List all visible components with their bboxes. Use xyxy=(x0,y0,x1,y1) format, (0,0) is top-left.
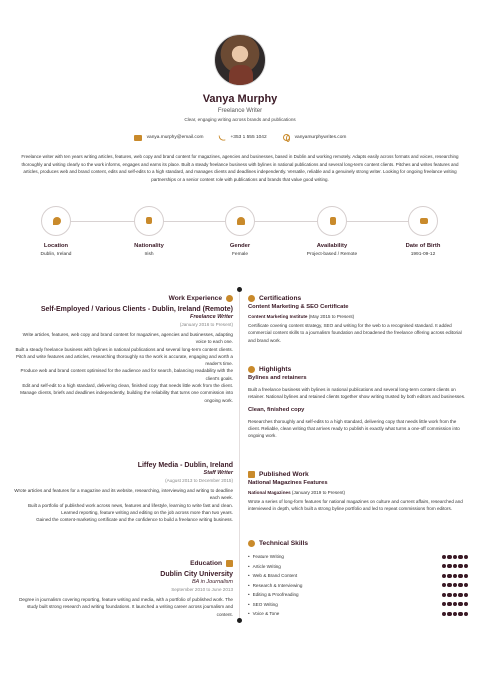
publication-issuer: National Magazines xyxy=(248,490,291,495)
location-icon xyxy=(53,217,61,225)
rating-dot xyxy=(442,612,446,616)
skill-row xyxy=(248,600,468,610)
contact-phone[interactable] xyxy=(219,135,266,141)
skill-row xyxy=(248,581,468,591)
flag-icon xyxy=(146,217,152,224)
highlights-section xyxy=(248,366,468,439)
rating-dot xyxy=(442,602,446,606)
section-title xyxy=(248,540,468,547)
job-bullet: Write articles, features, web copy and brand content for magazines, agencies and businesses, adapting voice to each one. xyxy=(22,332,233,345)
skill-name: • Article Writing xyxy=(248,564,281,569)
highlight-body: Built a freelance business with bylines in national publications and several long-term content clients on retainer. National bylines and retained clients together show writing trusted by both editors and businesses. xyxy=(248,387,466,400)
education-section xyxy=(14,560,233,618)
website-text: vanyamurphywrites.com xyxy=(294,135,347,140)
rating-dot xyxy=(464,574,468,578)
book-icon xyxy=(248,471,255,478)
info-availability xyxy=(298,206,366,257)
cake-icon xyxy=(420,218,428,224)
rating-dot xyxy=(464,612,468,616)
certification-date: (May 2015 to Present) xyxy=(308,314,355,319)
timeline-line xyxy=(239,290,240,620)
section-title xyxy=(248,471,468,478)
email-text: vanya.murphy@email.com xyxy=(146,135,204,140)
rating-dot xyxy=(464,593,468,597)
job-bullet: Produce web and brand content optimised for the audience and for search, balancing readability with the client's goals. xyxy=(20,368,233,381)
rating-dot xyxy=(447,602,451,606)
rating-dot xyxy=(453,593,457,597)
school-name: Dublin City University xyxy=(160,571,233,578)
rating-dot xyxy=(458,593,462,597)
rating-dot xyxy=(453,602,457,606)
publication-name: National Magazines Features xyxy=(248,480,328,486)
rating-dot xyxy=(453,555,457,559)
rating-dot xyxy=(447,555,451,559)
skill-name: • Editing & Proofreading xyxy=(248,592,299,597)
rating-dot xyxy=(464,602,468,606)
job-bullet: Gained the content-marketing certificate and the confidence to build a freelance writing business. xyxy=(36,517,233,523)
timeline-dot-top xyxy=(237,287,242,292)
job-bullet: Learned reporting, feature writing and editing on the job across more than two years. xyxy=(61,509,233,515)
graduation-cap-icon xyxy=(226,560,233,567)
job-role: Staff Writer xyxy=(203,470,233,476)
rating-dot xyxy=(442,574,446,578)
info-value: Female xyxy=(232,252,248,257)
section-title-text: Education xyxy=(190,560,222,567)
info-label: Nationality xyxy=(134,243,164,249)
phone-icon xyxy=(219,134,226,141)
highlight-body: Researches thoroughly and self-edits to a high standard, delivering copy that needs little work from the client. Reliable, clean writing that arrives ready to publish is exactly what turns a one-off commission into ongoing work. xyxy=(248,418,460,439)
job-date: (January 2016 to Present) xyxy=(179,322,233,327)
job-title: Liffey Media - Dublin, Ireland xyxy=(137,462,233,469)
section-title-text: Highlights xyxy=(259,366,292,373)
rating-dot xyxy=(464,583,468,587)
skill-name: • Research & Interviewing xyxy=(248,583,302,588)
skill-row xyxy=(248,562,468,572)
skill-rating xyxy=(442,564,468,568)
rating-dot xyxy=(458,583,462,587)
info-bar xyxy=(20,206,460,266)
job-date: (August 2013 to December 2015) xyxy=(165,478,233,483)
gender-icon xyxy=(237,217,245,225)
rating-dot xyxy=(458,574,462,578)
rating-dot xyxy=(453,574,457,578)
info-nationality xyxy=(115,206,183,257)
candidate-name: Vanya Murphy xyxy=(202,93,278,105)
contact-website[interactable] xyxy=(283,134,347,141)
info-value: Dublin, Ireland xyxy=(40,252,72,257)
job-title: Self-Employed / Various Clients - Dublin, Ireland (Remote) xyxy=(40,306,233,313)
skill-row xyxy=(248,609,468,619)
skill-row xyxy=(248,552,468,562)
job-role: Freelance Writer xyxy=(189,314,233,320)
lightbulb-icon xyxy=(248,540,255,547)
skill-name: • Feature Writing xyxy=(248,554,284,559)
skill-rating xyxy=(442,612,468,616)
section-title-text: Work Experience xyxy=(168,295,222,302)
skill-rating xyxy=(442,583,468,587)
skill-rating xyxy=(442,593,468,597)
rating-dot xyxy=(447,574,451,578)
technical-skills-section xyxy=(248,540,468,619)
job-bullet: Built a portfolio of published work across news, features and lifestyle, learning to write fast and clean. xyxy=(27,502,233,508)
mail-icon xyxy=(134,135,142,141)
info-dob xyxy=(389,206,457,257)
profile-photo xyxy=(214,34,266,86)
rating-dot xyxy=(447,593,451,597)
published-work-section xyxy=(248,471,468,513)
rating-dot xyxy=(447,612,451,616)
rating-dot xyxy=(442,555,446,559)
certificate-icon xyxy=(248,295,255,302)
star-icon xyxy=(248,366,255,373)
skill-name: • Web & Brand Content xyxy=(248,573,297,578)
certifications-section xyxy=(248,295,468,344)
education-body: Degree in journalism covering reporting, feature writing and media, with a portfolio of published work. The study built strong research and writing foundations. It launched a writing career across journalism and content. xyxy=(19,597,233,617)
briefcase-icon xyxy=(226,295,233,302)
job-bullet: Pitch and write features and articles, researching thoroughly so the work is accurate, engaging and worth a reader's time. xyxy=(15,353,233,367)
job-bullet: Built a steady freelance business with bylines in national publications and several long-term content clients. xyxy=(15,346,233,352)
rating-dot xyxy=(464,564,468,568)
skills-list xyxy=(248,552,468,619)
job-bullet: Wrote articles and features for a magazine and its website, researching, interviewing and writing to deadline each week. xyxy=(14,488,233,501)
publication-body: Wrote a series of long-form features for national magazines on culture and current affairs, researched and interviewed in depth, which built a strong byline portfolio and led to repeat commissions from editors. xyxy=(248,499,463,512)
skill-rating xyxy=(442,574,468,578)
section-title-text: Published Work xyxy=(259,471,309,478)
rating-dot xyxy=(453,583,457,587)
section-title xyxy=(248,366,468,373)
hourglass-icon xyxy=(330,217,336,225)
skill-rating xyxy=(442,602,468,606)
skill-row xyxy=(248,590,468,600)
rating-dot xyxy=(458,564,462,568)
info-value: Project-based / Remote xyxy=(306,252,358,257)
publication-date: (January 2019 to Present) xyxy=(291,490,346,495)
certification-body: Certificate covering content strategy, SEO and writing for the web to a recognised standard. It added commercial content skills to a journalism foundation and broadened the freelance offering across editorial and brand work. xyxy=(248,323,462,343)
phone-text: +353 1 555 1042 xyxy=(230,135,267,140)
rating-dot xyxy=(447,583,451,587)
section-title xyxy=(14,295,233,302)
highlight-name: Clean, finished copy xyxy=(248,406,305,413)
certification-meta xyxy=(248,314,468,319)
candidate-role: Freelance Writer xyxy=(217,108,263,114)
info-label: Availability xyxy=(316,243,348,249)
profile-summary: Freelance writer with ten years writing articles, features, web copy and brand content for magazines, agencies and businesses, based in Dublin and working remotely. Adapts easily across formats and voices, researching thoroughly and writing clearly so the work informs, engages and earns its place. Built a steady freelance business with bylines in national publications and several long-term content clients. Pitches and writes features and articles, produces web and brand content, edits and self-edits to a high standard, and manages clients and deadlines independently. Versatile, reliable and a genuinely strong writer. Looking for ongoing freelance writing partnerships or a senior content role with publications and brands that value good writing. xyxy=(21,154,459,182)
rating-dot xyxy=(453,564,457,568)
info-label: Date of Birth xyxy=(405,243,441,249)
skill-name: • Voice & Tone xyxy=(248,611,279,616)
rating-dot xyxy=(458,555,462,559)
candidate-tagline: Clear, engaging writing across brands and publications xyxy=(184,117,296,122)
section-title xyxy=(14,560,233,567)
certification-name: Content Marketing & SEO Certificate xyxy=(248,304,349,310)
section-title-text: Certifications xyxy=(259,295,302,302)
rating-dot xyxy=(458,612,462,616)
degree: BA in Journalism xyxy=(191,579,233,585)
rating-dot xyxy=(464,555,468,559)
skill-rating xyxy=(442,555,468,559)
work-experience-section xyxy=(14,295,233,404)
rating-dot xyxy=(453,612,457,616)
section-title-text: Technical Skills xyxy=(259,540,308,547)
rating-dot xyxy=(442,593,446,597)
info-label: Gender xyxy=(229,243,251,249)
rating-dot xyxy=(458,602,462,606)
section-title xyxy=(248,295,468,302)
info-location xyxy=(22,206,90,257)
contact-bar xyxy=(0,134,480,141)
info-label: Location xyxy=(43,243,69,249)
publication-meta xyxy=(248,490,468,495)
job-bullets xyxy=(14,331,233,404)
job-bullet: Edit and self-edit to a high standard, delivering clean, finished copy that needs little work from the client. xyxy=(22,383,233,389)
info-value: 1991-09-12 xyxy=(410,252,436,257)
job-liffey-media xyxy=(14,458,233,523)
rating-dot xyxy=(442,583,446,587)
job-bullet: Manage clients, briefs and deadlines independently, building the reliability that turns one commission into ongoing work. xyxy=(20,390,233,403)
skill-row xyxy=(248,571,468,581)
rating-dot xyxy=(442,564,446,568)
info-value: Irish xyxy=(144,252,154,257)
timeline-dot-bottom xyxy=(237,618,242,623)
job-bullets xyxy=(14,487,233,523)
contact-email[interactable] xyxy=(134,135,204,141)
education-date: September 2010 to June 2013 xyxy=(171,587,233,592)
globe-icon xyxy=(283,134,290,141)
highlight-name: Bylines and retainers xyxy=(248,375,307,381)
info-gender xyxy=(206,206,274,257)
rating-dot xyxy=(447,564,451,568)
skill-name: • SEO Writing xyxy=(248,602,278,607)
certification-issuer: Content Marketing Institute xyxy=(248,314,308,319)
